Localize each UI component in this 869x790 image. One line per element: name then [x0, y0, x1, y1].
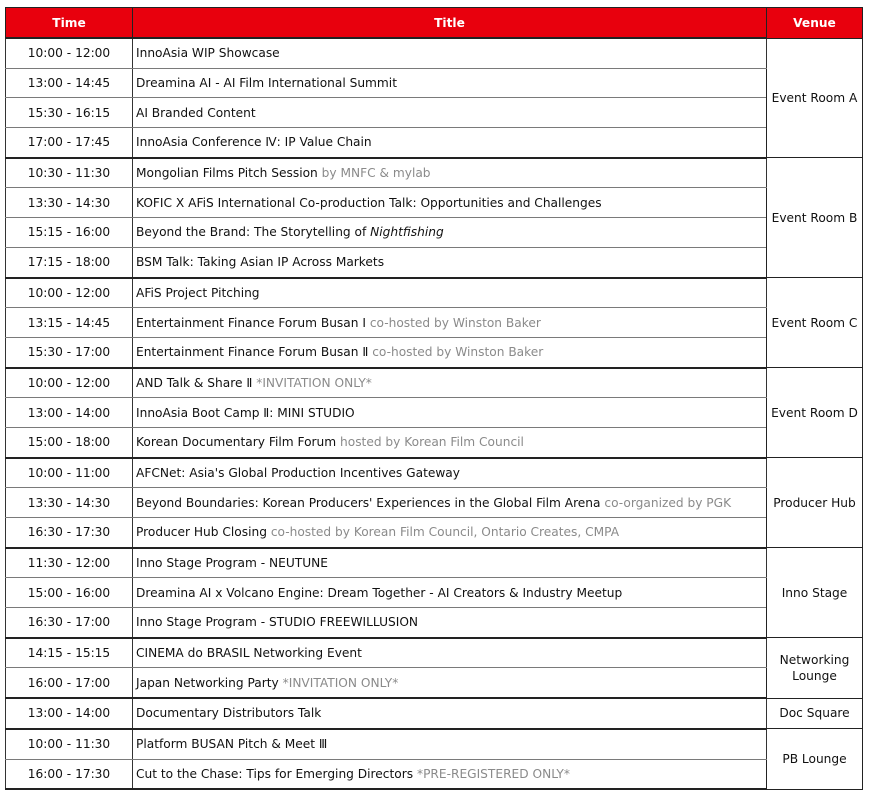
session-time: 17:15 - 18:00: [6, 247, 133, 277]
table-row: [6, 398, 863, 428]
table-row: [6, 548, 863, 578]
session-title: AFiS Project Pitching: [136, 285, 260, 300]
session-title-cell: [133, 729, 767, 759]
session-title-cell: [133, 98, 767, 128]
session-title-cell: [133, 698, 767, 729]
session-title-cell: [133, 548, 767, 578]
session-time: 16:30 - 17:00: [6, 608, 133, 638]
session-title-cell: [133, 518, 767, 548]
table-row: [6, 98, 863, 128]
table-row: [6, 158, 863, 188]
venue-cell: Event Room B: [767, 158, 863, 278]
session-title-cell: [133, 608, 767, 638]
session-note: co-hosted by Winston Baker: [369, 315, 541, 330]
session-time: 14:15 - 15:15: [6, 638, 133, 668]
venue-cell: Event Room A: [767, 38, 863, 158]
session-title: InnoAsia Conference Ⅳ: IP Value Chain: [136, 135, 372, 150]
table-row: [6, 308, 863, 338]
session-time: 10:00 - 11:30: [6, 729, 133, 759]
session-note: *INVITATION ONLY*: [256, 375, 372, 390]
session-time: 10:30 - 11:30: [6, 158, 133, 188]
session-title: InnoAsia Boot Camp Ⅱ: MINI STUDIO: [136, 405, 355, 420]
session-time: 15:00 - 18:00: [6, 427, 133, 457]
session-title: Japan Networking Party: [136, 675, 279, 690]
session-title: Beyond the Brand: The Storytelling of: [136, 225, 367, 240]
session-title-cell: [133, 368, 767, 398]
session-title-cell: [133, 247, 767, 277]
session-title-cell: [133, 578, 767, 608]
table-row: [6, 698, 863, 729]
session-title: Inno Stage Program - NEUTUNE: [136, 556, 328, 571]
session-time: 16:30 - 17:30: [6, 518, 133, 548]
table-row: [6, 668, 863, 698]
session-title: AND Talk & Share Ⅱ: [136, 375, 253, 390]
session-title: Entertainment Finance Forum Busan Ⅰ: [136, 315, 366, 330]
session-title: AI Branded Content: [136, 105, 256, 120]
session-time: 10:00 - 12:00: [6, 278, 133, 308]
session-time: 16:00 - 17:30: [6, 759, 133, 789]
session-title-cell: [133, 427, 767, 457]
session-time: 13:30 - 14:30: [6, 188, 133, 218]
session-time: 13:30 - 14:30: [6, 488, 133, 518]
session-title-cell: [133, 668, 767, 698]
table-row: [6, 368, 863, 398]
header-title: Title: [133, 8, 767, 39]
session-time: 10:00 - 11:00: [6, 458, 133, 488]
table-row: [6, 458, 863, 488]
session-time: 11:30 - 12:00: [6, 548, 133, 578]
session-time: 13:00 - 14:00: [6, 398, 133, 428]
venue-cell: Event Room C: [767, 278, 863, 368]
session-title-cell: [133, 128, 767, 158]
table-row: [6, 578, 863, 608]
session-note: co-hosted by Korean Film Council, Ontario Creates, CMPA: [270, 525, 620, 540]
session-note: by MNFC & mylab: [321, 166, 431, 181]
session-title-cell: [133, 759, 767, 789]
session-title-cell: [133, 308, 767, 338]
table-row: [6, 337, 863, 367]
session-title: Cut to the Chase: Tips for Emerging Directors: [136, 766, 414, 781]
session-note: co-organized by PGK: [604, 495, 732, 510]
session-title-cell: [133, 488, 767, 518]
session-note: co-hosted by Winston Baker: [372, 345, 544, 360]
header-row: [6, 8, 863, 39]
table-row: [6, 68, 863, 98]
table-row: [6, 608, 863, 638]
session-title-italic: Nightfishing: [370, 225, 444, 240]
session-time: 15:30 - 16:15: [6, 98, 133, 128]
session-time: 13:00 - 14:00: [6, 698, 133, 729]
session-title: Platform BUSAN Pitch & Meet Ⅲ: [136, 737, 328, 752]
venue-cell: Doc Square: [767, 698, 863, 729]
table-row: [6, 638, 863, 668]
header-time: Time: [6, 8, 133, 39]
schedule-table: [5, 7, 863, 790]
session-time: 10:00 - 12:00: [6, 368, 133, 398]
session-title: InnoAsia WIP Showcase: [136, 46, 280, 61]
session-title-cell: [133, 158, 767, 188]
venue-cell: Event Room D: [767, 368, 863, 458]
session-title: Producer Hub Closing: [136, 525, 267, 540]
session-title-cell: [133, 38, 767, 68]
session-title-cell: [133, 68, 767, 98]
table-row: [6, 278, 863, 308]
session-title-cell: [133, 458, 767, 488]
session-title: KOFIC X AFiS International Co-production Talk: Opportunities and Challenges: [136, 195, 602, 210]
session-title: Dreamina AI x Volcano Engine: Dream Together - AI Creators & Industry Meetup: [136, 585, 623, 600]
session-title: AFCNet: Asia's Global Production Incentives Gateway: [136, 465, 460, 480]
table-row: [6, 518, 863, 548]
table-row: [6, 218, 863, 248]
table-row: [6, 729, 863, 759]
session-title: Entertainment Finance Forum Busan Ⅱ: [136, 345, 369, 360]
table-row: [6, 188, 863, 218]
session-note: *INVITATION ONLY*: [282, 675, 399, 690]
table-row: [6, 759, 863, 789]
session-time: 16:00 - 17:00: [6, 668, 133, 698]
session-time: 17:00 - 17:45: [6, 128, 133, 158]
session-title: Mongolian Films Pitch Session: [136, 166, 318, 181]
session-title: Documentary Distributors Talk: [136, 706, 322, 721]
session-title: Inno Stage Program - STUDIO FREEWILLUSION: [136, 615, 419, 630]
session-time: 15:00 - 16:00: [6, 578, 133, 608]
session-title-cell: [133, 218, 767, 248]
session-time: 13:15 - 14:45: [6, 308, 133, 338]
session-title-cell: [133, 638, 767, 668]
session-title: CINEMA do BRASIL Networking Event: [136, 646, 362, 661]
table-row: [6, 128, 863, 158]
table-row: [6, 427, 863, 457]
header-venue: Venue: [767, 8, 863, 39]
session-title-cell: [133, 188, 767, 218]
table-row: [6, 247, 863, 277]
session-note: hosted by Korean Film Council: [340, 435, 524, 450]
session-time: 10:00 - 12:00: [6, 38, 133, 68]
venue-cell: PB Lounge: [767, 729, 863, 789]
session-title: Dreamina AI - AI Film International Summit: [136, 76, 397, 91]
schedule-body: [6, 38, 863, 789]
session-title: BSM Talk: Taking Asian IP Across Markets: [136, 255, 385, 270]
session-title: Korean Documentary Film Forum: [136, 435, 337, 450]
venue-cell: Inno Stage: [767, 548, 863, 638]
venue-cell: Networking Lounge: [767, 638, 863, 698]
session-time: 15:15 - 16:00: [6, 218, 133, 248]
session-time: 15:30 - 17:00: [6, 337, 133, 367]
session-title-cell: [133, 337, 767, 367]
session-time: 13:00 - 14:45: [6, 68, 133, 98]
session-title: Beyond Boundaries: Korean Producers' Experiences in the Global Film Arena: [136, 495, 601, 510]
session-title-cell: [133, 398, 767, 428]
venue-cell: Producer Hub: [767, 458, 863, 548]
table-row: [6, 488, 863, 518]
session-title-cell: [133, 278, 767, 308]
session-note: *PRE-REGISTERED ONLY*: [416, 766, 570, 781]
table-row: [6, 38, 863, 68]
